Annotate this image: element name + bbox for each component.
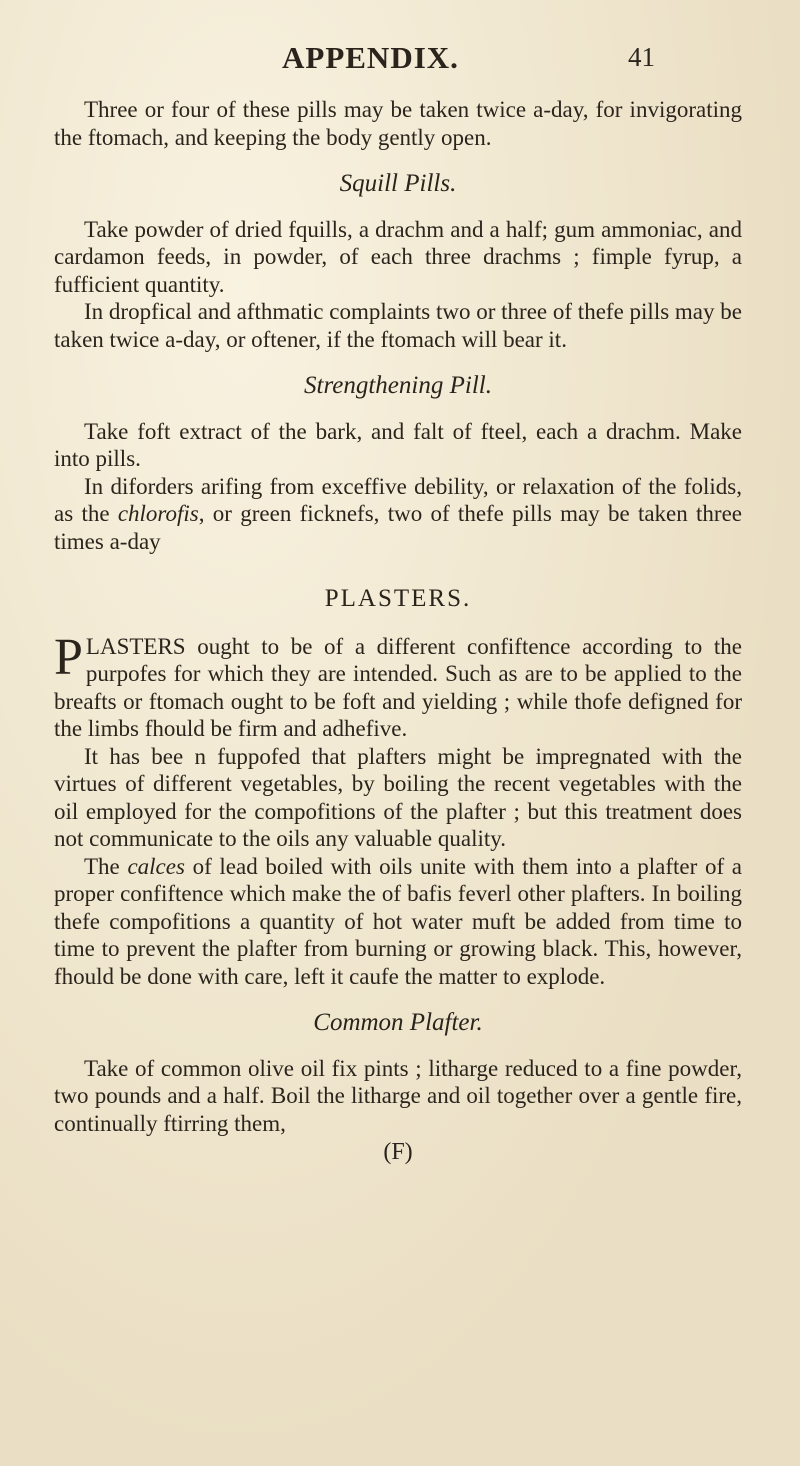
paragraph-squill-usage: In dropfical and afthmatic complaints two or three of thefe pills may be taken twice a-day, or oftener, if the ftomach will bear it. bbox=[54, 299, 742, 352]
drop-cap: P bbox=[54, 628, 83, 686]
paragraph-plasters-vegetables: It has bee n fuppofed that plafters might be impregnated with the virtues of different vegetables, by boiling the recent vegetables with the oil employed for the compofitions of the plafter ; but this treatment does not communicate to the oils any valuable quality. bbox=[54, 743, 742, 851]
heading-common-plaster: Common Plafter. bbox=[313, 1009, 483, 1036]
text-fragment: , or green ficknefs, two of thefe pills may be taken three times a-day bbox=[54, 501, 742, 554]
paragraph-common-plaster-recipe: Take of common olive oil fix pints ; litharge reduced to a fine powder, two pounds and a half. Boil the litharge and oil together over a gentle fire, continually ftirring them, bbox=[54, 1055, 742, 1136]
signature-mark: (F) bbox=[383, 1139, 413, 1165]
italic-term: chlorofis bbox=[117, 501, 199, 526]
paragraph-strengthening-recipe: Take foft extract of the bark, and falt of fteel, each a drachm. Make into pills. bbox=[54, 418, 742, 471]
heading-strengthening-pill: Strengthening Pill. bbox=[304, 372, 492, 399]
body-text bbox=[54, 96, 742, 1167]
text-fragment: The bbox=[84, 853, 128, 879]
text-fragment: In diforders arifing from exceffive debility, or relaxation of the folids, as the bbox=[54, 473, 742, 526]
running-head: APPENDIX. bbox=[282, 40, 459, 75]
paragraph-plasters-calces bbox=[54, 853, 742, 991]
page-header bbox=[0, 40, 800, 80]
paragraph-strengthening-usage bbox=[54, 473, 742, 556]
paragraph-pill-dosage: Three or four of these pills may be taken twice a-day, for invigorating the ftomach, and keeping the body gently open. bbox=[54, 97, 742, 150]
paragraph-plasters-intro bbox=[54, 628, 742, 743]
heading-squill-pills: Squill Pills. bbox=[339, 170, 457, 197]
text-fragment: of lead boiled with oils unite with them into a plafter of a proper confiftence which make the of bafis feverl other plafters. In boiling thefe compofitions a quantity of hot water muft be added from time to time to prevent the plafter from burning or growing black. This, however, fhould be done with care, left it caufe the matter to explode. bbox=[54, 853, 742, 989]
heading-plasters: PLASTERS. bbox=[324, 585, 472, 612]
page-number: 41 bbox=[628, 42, 655, 72]
italic-term: calces bbox=[127, 853, 185, 879]
paragraph-squill-recipe: Take powder of dried fquills, a drachm and a half; gum ammoniac, and cardamon feeds, in powder, of each three drachms ; fimple fyrup, a fufficient quantity. bbox=[54, 216, 742, 297]
text-fragment: LASTERS ought to be of a different confiftence according to the purpofes for which they are intended. Such as are to be applied to the breafts or ftomach ought to be foft and yielding ; while thofe defigned for the limbs fhould be firm and adhefive. bbox=[54, 633, 742, 741]
